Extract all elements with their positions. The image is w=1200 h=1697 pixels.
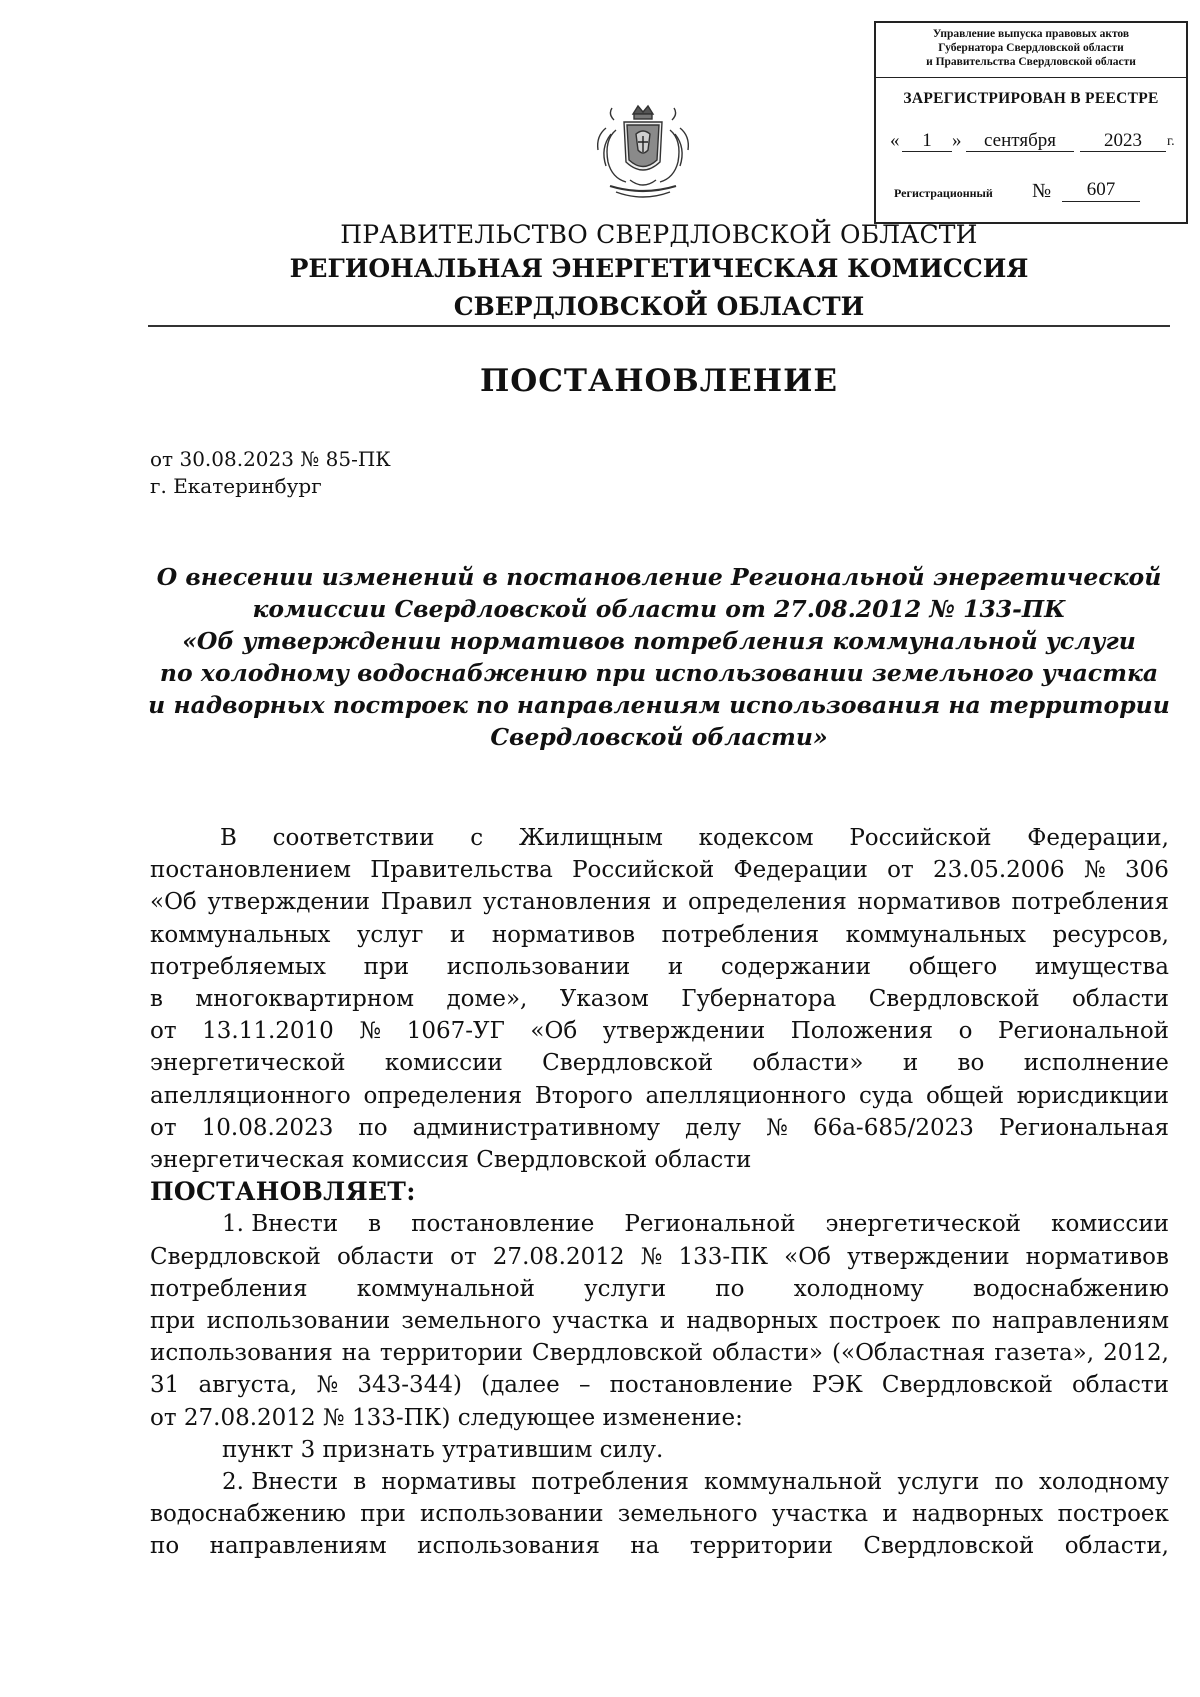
word: суда <box>858 1082 914 1109</box>
word: Свердловской <box>150 1243 321 1270</box>
word: и <box>667 953 684 980</box>
text-line <box>150 1080 1169 1112</box>
word: 133-ПК <box>678 1243 769 1270</box>
word: 27.08.2012 <box>492 1243 625 1270</box>
word: 1067-УГ <box>406 1018 505 1045</box>
word: земельного <box>401 1308 542 1335</box>
word: Правил <box>380 889 473 916</box>
word: нормативы <box>381 1469 517 1496</box>
word: направлениям <box>209 1533 387 1560</box>
word: области <box>1072 986 1169 1013</box>
word: административному <box>412 1114 661 1141</box>
word: Региональной <box>998 1018 1169 1045</box>
word: Федерации <box>733 857 868 884</box>
text-line <box>150 1208 1169 1240</box>
word: использовании <box>206 1308 391 1335</box>
word: № <box>359 1018 382 1045</box>
word: о <box>958 1018 973 1045</box>
word: области, <box>1064 1533 1169 1560</box>
word: холодному <box>793 1275 924 1302</box>
word: утверждении <box>847 1243 1010 1270</box>
word: юрисдикции <box>1016 1082 1169 1109</box>
word: 1. Внести <box>222 1211 339 1238</box>
word: Свердловской <box>881 1372 1053 1399</box>
word: коммунальных <box>150 921 331 948</box>
text-line <box>150 1498 1169 1530</box>
text-line <box>150 983 1169 1015</box>
word: определения <box>688 889 847 916</box>
text-line <box>150 1112 1169 1144</box>
commission-name-line1: РЕГИОНАЛЬНАЯ ЭНЕРГЕТИЧЕСКАЯ КОМИССИЯ <box>289 254 1029 283</box>
word: построек <box>1057 1501 1169 1528</box>
word: (далее <box>481 1372 560 1399</box>
word: Свердловской <box>532 1340 703 1367</box>
word: № <box>1083 857 1106 884</box>
word: во <box>957 1050 985 1077</box>
preamble-last-line: энергетическая комиссия Свердловской области <box>150 1147 752 1174</box>
word: Региональная <box>998 1114 1169 1141</box>
word: по <box>951 1308 981 1335</box>
word: коммунальной <box>704 1469 883 1496</box>
stamp-issuer <box>876 23 1186 78</box>
word: Правительства <box>370 857 553 884</box>
word: имущества <box>1034 953 1169 980</box>
text-line <box>150 1530 1169 1562</box>
stamp-reg-label: Регистрационный <box>894 186 993 200</box>
document-body <box>150 822 1169 1563</box>
document-type-title: ПОСТАНОВЛЕНИЕ <box>479 363 838 399</box>
word: участка <box>771 1501 869 1528</box>
word: и <box>659 1308 676 1335</box>
subject-line: комиссии Свердловской области от 27.08.2012 № 133-ПК <box>252 595 1066 623</box>
text-line <box>150 854 1169 886</box>
word: № <box>316 1372 339 1399</box>
word: общей <box>925 1082 1005 1109</box>
word: области <box>337 1243 434 1270</box>
stamp-year: 2023 <box>1080 130 1166 152</box>
word: коммунальной <box>356 1275 535 1302</box>
word: потребления <box>1011 889 1169 916</box>
subject-line: и надворных построек по направлениям использования на территории <box>148 691 1170 719</box>
stamp-issuer-line: Управление выпуска правовых актов <box>932 28 1130 40</box>
word: постановление <box>609 1372 793 1399</box>
stamp-issuer-line: и Правительства Свердловской области <box>926 56 1136 68</box>
item-1-last-line: от 27.08.2012 № 133-ПК) следующее изменение: <box>150 1404 743 1431</box>
stamp-day: 1 <box>902 130 952 152</box>
word: Российской <box>849 825 992 851</box>
word: потребления <box>150 1275 308 1302</box>
word: Федерации, <box>1027 825 1169 851</box>
word: соответствии <box>272 825 435 851</box>
word: в <box>368 1211 382 1238</box>
word: установления <box>482 889 652 916</box>
word: комиссии <box>1051 1211 1169 1238</box>
word: и <box>449 921 466 948</box>
word: и <box>882 1501 898 1528</box>
word: от <box>150 1018 177 1045</box>
word: от <box>450 1243 477 1270</box>
word: августа, <box>198 1372 298 1399</box>
word: общего <box>908 953 998 980</box>
word: энергетической <box>150 1050 346 1077</box>
word: апелляционного <box>150 1082 351 1109</box>
word: газета», <box>994 1340 1095 1367</box>
word: апелляционного <box>645 1082 847 1109</box>
word: доме», <box>446 986 528 1013</box>
word: («Областная <box>832 1340 986 1367</box>
stamp-issuer-line: Губернатора Свердловской области <box>938 42 1124 54</box>
word: по <box>715 1275 745 1302</box>
document-city: г. Екатеринбург <box>150 474 322 498</box>
stamp-number-sign: № <box>1032 180 1052 202</box>
word: энергетической <box>825 1211 1022 1238</box>
word: построек <box>828 1308 941 1335</box>
word: 2. Внести <box>222 1469 339 1496</box>
word: надворных <box>686 1308 818 1335</box>
text-line <box>150 1466 1169 1498</box>
word: по <box>150 1533 180 1560</box>
word: потребляемых <box>150 953 326 980</box>
word: содержании <box>720 953 871 980</box>
word: потребления <box>661 921 820 948</box>
word: в <box>353 1469 367 1496</box>
word: нормативов <box>1025 1243 1169 1270</box>
text-line <box>150 1015 1169 1047</box>
word: Губернатора <box>681 986 837 1013</box>
word: участка <box>552 1308 649 1335</box>
word: 66а-685/2023 <box>812 1114 974 1141</box>
word: по <box>358 1114 388 1141</box>
word: Свердловской <box>868 986 1040 1013</box>
registry-stamp <box>874 21 1188 224</box>
word: услуги <box>584 1275 667 1302</box>
word: надворных <box>911 1501 1044 1528</box>
word: делу <box>685 1114 742 1141</box>
text-line <box>150 1369 1169 1401</box>
word: комиссии <box>384 1050 503 1077</box>
word: при <box>360 1501 406 1528</box>
word: водоснабжению <box>150 1501 347 1528</box>
word: исполнение <box>1023 1050 1169 1077</box>
document-subject <box>148 561 1170 753</box>
word: определения <box>363 1082 523 1109</box>
text-line <box>150 1337 1169 1369</box>
word: «Об <box>530 1018 578 1045</box>
word: Российской <box>572 857 715 884</box>
word: области <box>1071 1372 1169 1399</box>
word: территории <box>689 1533 833 1560</box>
word: 2012, <box>1103 1340 1169 1367</box>
header-divider <box>148 325 1170 327</box>
word: на <box>341 1340 371 1367</box>
word: 31 <box>150 1372 180 1399</box>
word: при <box>363 953 410 980</box>
word: использовании <box>446 953 631 980</box>
word: нормативов <box>491 921 636 948</box>
item-2-paragraph <box>150 1466 1169 1563</box>
text-line <box>150 919 1169 951</box>
word: утверждении <box>207 889 370 916</box>
word: использования <box>150 1340 333 1367</box>
coat-of-arms-icon <box>586 100 700 210</box>
text-line <box>150 1273 1169 1305</box>
stamp-year-suffix: г. <box>1167 134 1175 149</box>
word: услуги <box>897 1469 980 1496</box>
word: ресурсов, <box>1052 921 1169 948</box>
word: Указом <box>559 986 649 1013</box>
text-line <box>150 1047 1169 1079</box>
item-1-sub: пункт 3 признать утратившим силу. <box>222 1436 664 1463</box>
word: нормативов <box>857 889 1001 916</box>
word: Региональной <box>624 1211 796 1238</box>
word: – <box>578 1372 591 1399</box>
word: от <box>887 857 914 884</box>
text-line <box>150 886 1169 918</box>
word: холодному <box>1038 1469 1169 1496</box>
word: на <box>630 1533 660 1560</box>
word: области» <box>752 1050 864 1077</box>
government-name: ПРАВИТЕЛЬСТВО СВЕРДЛОВСКОЙ ОБЛАСТИ <box>340 220 978 249</box>
word: Второго <box>534 1082 633 1109</box>
word: Жилищным <box>518 825 663 851</box>
preamble-paragraph <box>150 822 1169 1144</box>
word: и <box>661 889 678 916</box>
word: 13.11.2010 <box>202 1018 334 1045</box>
commission-name-line2: СВЕРДЛОВСКОЙ ОБЛАСТИ <box>453 292 865 321</box>
word: утверждении <box>602 1018 766 1045</box>
word: коммунальных <box>845 921 1026 948</box>
subject-line: Свердловской области» <box>490 723 828 751</box>
word: потребления <box>531 1469 689 1496</box>
stamp-registered-label: ЗАРЕГИСТРИРОВАН В РЕЕСТРЕ <box>903 90 1159 107</box>
text-line <box>150 822 1169 854</box>
word: использовании <box>419 1501 604 1528</box>
word: в <box>150 986 163 1013</box>
document-date-number: от 30.08.2023 № 85-ПК <box>150 447 391 471</box>
word: при <box>150 1308 196 1335</box>
subject-line: по холодному водоснабжению при использовании земельного участка <box>159 659 1159 687</box>
word: 343-344) <box>357 1372 462 1399</box>
word: с <box>470 825 484 851</box>
text-line <box>150 1241 1169 1273</box>
word: «Об <box>784 1243 831 1270</box>
word: территории <box>379 1340 523 1367</box>
word: области» <box>711 1340 823 1367</box>
item-1-paragraph <box>150 1208 1169 1401</box>
word: 10.08.2023 <box>201 1114 334 1141</box>
stamp-month: сентября <box>966 130 1074 152</box>
word: от <box>150 1114 177 1141</box>
subject-line: «Об утверждении нормативов потребления коммунальной услуги <box>182 627 1136 655</box>
word: 306 <box>1125 857 1169 884</box>
word: услуг <box>356 921 424 948</box>
word: постановлением <box>150 857 352 884</box>
word: № <box>640 1243 663 1270</box>
word: земельного <box>617 1501 758 1528</box>
word: по <box>994 1469 1024 1496</box>
word: многоквартирном <box>195 986 414 1013</box>
word: водоснабжению <box>972 1275 1169 1302</box>
word: В <box>220 825 237 851</box>
subject-line: О внесении изменений в постановление Региональной энергетической <box>156 563 1162 591</box>
word: № <box>766 1114 788 1141</box>
word: Свердловской <box>542 1050 714 1077</box>
stamp-quote-open: « <box>890 130 900 151</box>
stamp-quote-close: » <box>952 130 962 151</box>
word: кодексом <box>698 825 814 851</box>
text-line <box>150 1305 1169 1337</box>
word: постановление <box>411 1211 595 1238</box>
word: 23.05.2006 <box>933 857 1065 884</box>
word: направлениям <box>991 1308 1169 1335</box>
text-line <box>150 951 1169 983</box>
word: и <box>902 1050 919 1077</box>
stamp-reg-number: 607 <box>1062 179 1140 202</box>
word: использования <box>417 1533 600 1560</box>
resolves-heading: ПОСТАНОВЛЯЕТ: <box>150 1177 416 1207</box>
word: «Об <box>150 889 197 916</box>
word: РЭК <box>811 1372 863 1399</box>
word: Свердловской <box>863 1533 1035 1560</box>
word: Положения <box>790 1018 934 1045</box>
